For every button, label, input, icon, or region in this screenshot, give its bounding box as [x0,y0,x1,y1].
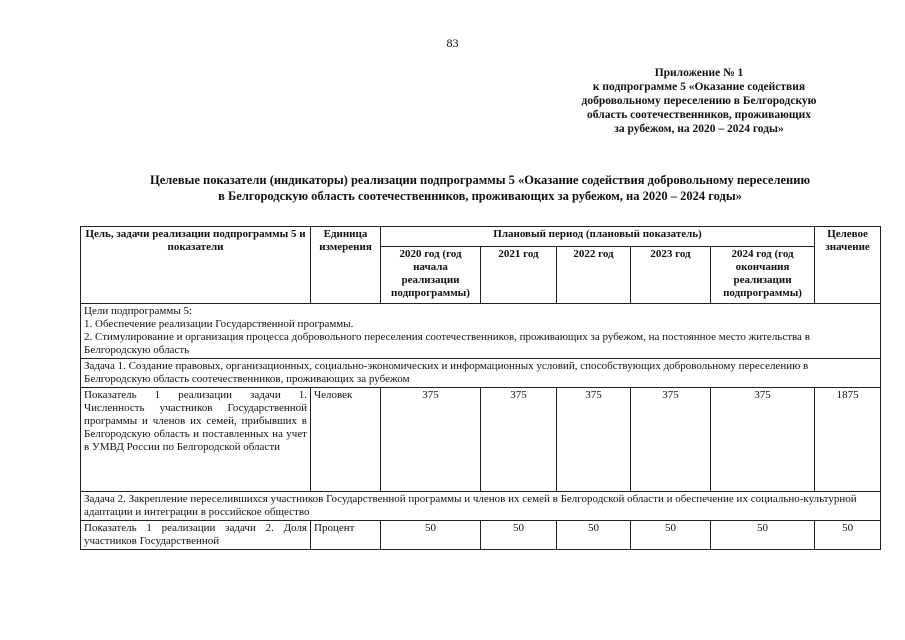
indicators-table [80,226,881,550]
header-year-2022: 2022 год [557,247,631,304]
indicator-2-value-2023: 50 [631,521,711,550]
goals-heading: Цели подпрограммы 5: [84,305,193,317]
task-1-cell: Задача 1. Создание правовых, организационных, социально-экономических и информационных условий, способствующих добровольному переселению в Белгородскую область соотечественников, проживающих за рубежом [81,359,881,388]
title-line-2: в Белгородскую область соотечественников, проживающих за рубежом, на 2020 – 2024 годы» [218,189,742,203]
goal-1: 1. Обеспечение реализации Государственной программы. [84,318,354,330]
task-2-cell: Задача 2. Закрепление переселившихся участников Государственной программы и членов их семей в Белгородской области и обеспечение их социально-культурной адаптации и интеграции в российское общество [81,492,881,521]
goals-cell [81,304,881,359]
indicator-1-value-2023: 375 [631,388,711,492]
indicator-1-unit: Человек [311,388,381,492]
header-year-2023: 2023 год [631,247,711,304]
page-number: 83 [446,36,459,50]
header-row [81,227,881,247]
appendix-line: область соотечественников, проживающих [587,109,811,121]
header-plan-period: Плановый период (плановый показатель) [381,227,815,247]
indicator-1-name: Показатель 1 реализации задачи 1. Численность участников Государственной программы и членов их семей, прибывших в Белгородскую область и поставленных на учет в УМВД России по Белгородской области [81,388,311,492]
goals-row [81,304,881,359]
task-row [81,492,881,521]
title-line-1: Целевые показатели (индикаторы) реализации подпрограммы 5 «Оказание содействия добровольному переселению [149,173,811,187]
task-row [81,359,881,388]
indicator-1-value-2024: 375 [711,388,815,492]
indicator-2-value-2024: 50 [711,521,815,550]
indicator-2-value-2020: 50 [381,521,481,550]
indicator-1-value-2020: 375 [381,388,481,492]
indicator-row [81,388,881,492]
appendix-header [549,66,849,136]
header-target: Целевое значение [815,227,881,304]
appendix-line: Приложение № 1 [654,67,744,79]
header-year-2021: 2021 год [481,247,557,304]
indicator-1-value-2021: 375 [481,388,557,492]
document-title [80,172,880,204]
indicator-2-name: Показатель 1 реализации задачи 2. Доля участников Государственной [81,521,311,550]
appendix-line: за рубежом, на 2020 – 2024 годы» [614,123,784,135]
header-year-2020: 2020 год (год начала реализации подпрограммы) [381,247,481,304]
indicator-row [81,521,881,550]
appendix-line: к подпрограмме 5 «Оказание содействия [592,81,806,93]
indicator-1-value-2022: 375 [557,388,631,492]
indicator-2-unit: Процент [311,521,381,550]
indicator-2-value-2021: 50 [481,521,557,550]
header-goal: Цель, задачи реализации подпрограммы 5 и показатели [81,227,311,304]
appendix-line: добровольному переселению в Белгородскую [581,95,817,107]
indicator-2-target: 50 [815,521,881,550]
header-year-2024: 2024 год (год окончания реализации подпрограммы) [711,247,815,304]
header-unit: Единица измерения [311,227,381,304]
indicator-1-target: 1875 [815,388,881,492]
goal-2: 2. Стимулирование и организация процесса добровольного переселения соотечественников, проживающих за рубежом, на постоянное место жительства в Белгородскую область [84,331,810,356]
indicator-2-value-2022: 50 [557,521,631,550]
